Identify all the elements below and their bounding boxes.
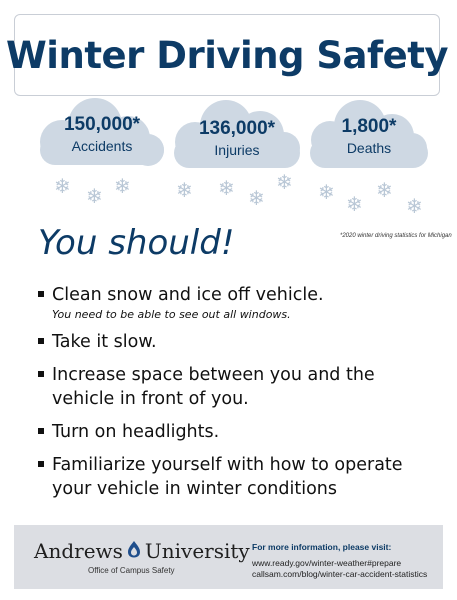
resource-link[interactable]: www.ready.gov/winter-weather#prepare bbox=[252, 558, 402, 568]
stat-injuries bbox=[174, 118, 300, 158]
list-item bbox=[38, 453, 438, 501]
snowflake-icon: ❄ bbox=[318, 180, 335, 204]
flame-logo-icon bbox=[127, 539, 141, 563]
bullet-icon bbox=[38, 428, 44, 434]
snowflake-icon: ❄ bbox=[114, 174, 131, 198]
office-name: Office of Campus Safety bbox=[88, 566, 175, 575]
tip-subtext: You need to be able to see out all windows. bbox=[52, 308, 291, 321]
snowflake-icon: ❄ bbox=[248, 186, 265, 210]
snowflake-icon: ❄ bbox=[54, 174, 71, 198]
tip-text: Take it slow. bbox=[52, 332, 157, 352]
snowflake-icon: ❄ bbox=[346, 192, 363, 216]
tip-text: Familiarize yourself with how to operate your vehicle in winter conditions bbox=[52, 455, 403, 499]
list-item bbox=[38, 330, 438, 354]
statistics-footnote: *2020 winter driving statistics for Michigan bbox=[340, 233, 452, 239]
stats-clouds bbox=[0, 80, 457, 230]
section-heading: You should! bbox=[38, 223, 235, 263]
list-item bbox=[38, 420, 438, 444]
logo-text-left: Andrews bbox=[34, 539, 123, 563]
bullet-icon bbox=[38, 338, 44, 344]
list-item bbox=[38, 363, 438, 411]
university-logo bbox=[34, 539, 250, 563]
stat-deaths bbox=[310, 116, 428, 156]
bullet-icon bbox=[38, 371, 44, 377]
stat-label: Deaths bbox=[346, 140, 392, 156]
snowflake-icon: ❄ bbox=[376, 178, 393, 202]
stat-label: Accidents bbox=[71, 138, 133, 154]
snowflake-icon: ❄ bbox=[276, 170, 293, 194]
stat-label: Injuries bbox=[214, 142, 260, 158]
list-item bbox=[38, 283, 438, 321]
resource-link[interactable]: callsam.com/blog/winter-car-accident-statistics bbox=[252, 569, 428, 579]
tip-text: Clean snow and ice off vehicle. bbox=[52, 285, 324, 305]
tip-text: Increase space between you and the vehicle in front of you. bbox=[52, 365, 375, 409]
snowflake-icon: ❄ bbox=[218, 176, 235, 200]
stat-value: 1,800* bbox=[341, 116, 397, 137]
snowflake-icon: ❄ bbox=[406, 194, 423, 218]
bullet-icon bbox=[38, 461, 44, 467]
logo-text-right: University bbox=[144, 539, 250, 563]
snowflake-icon: ❄ bbox=[86, 184, 103, 208]
info-heading: For more information, please visit: bbox=[252, 542, 392, 552]
bullet-icon bbox=[38, 291, 44, 297]
tip-text: Turn on headlights. bbox=[52, 422, 220, 442]
footer-bar bbox=[14, 525, 443, 589]
stat-accidents bbox=[40, 114, 164, 154]
stat-value: 136,000* bbox=[198, 118, 276, 139]
page-title: Winter Driving Safety bbox=[6, 33, 449, 77]
snowflake-icon: ❄ bbox=[176, 178, 193, 202]
tips-list bbox=[38, 283, 438, 510]
stat-value: 150,000* bbox=[63, 114, 141, 135]
